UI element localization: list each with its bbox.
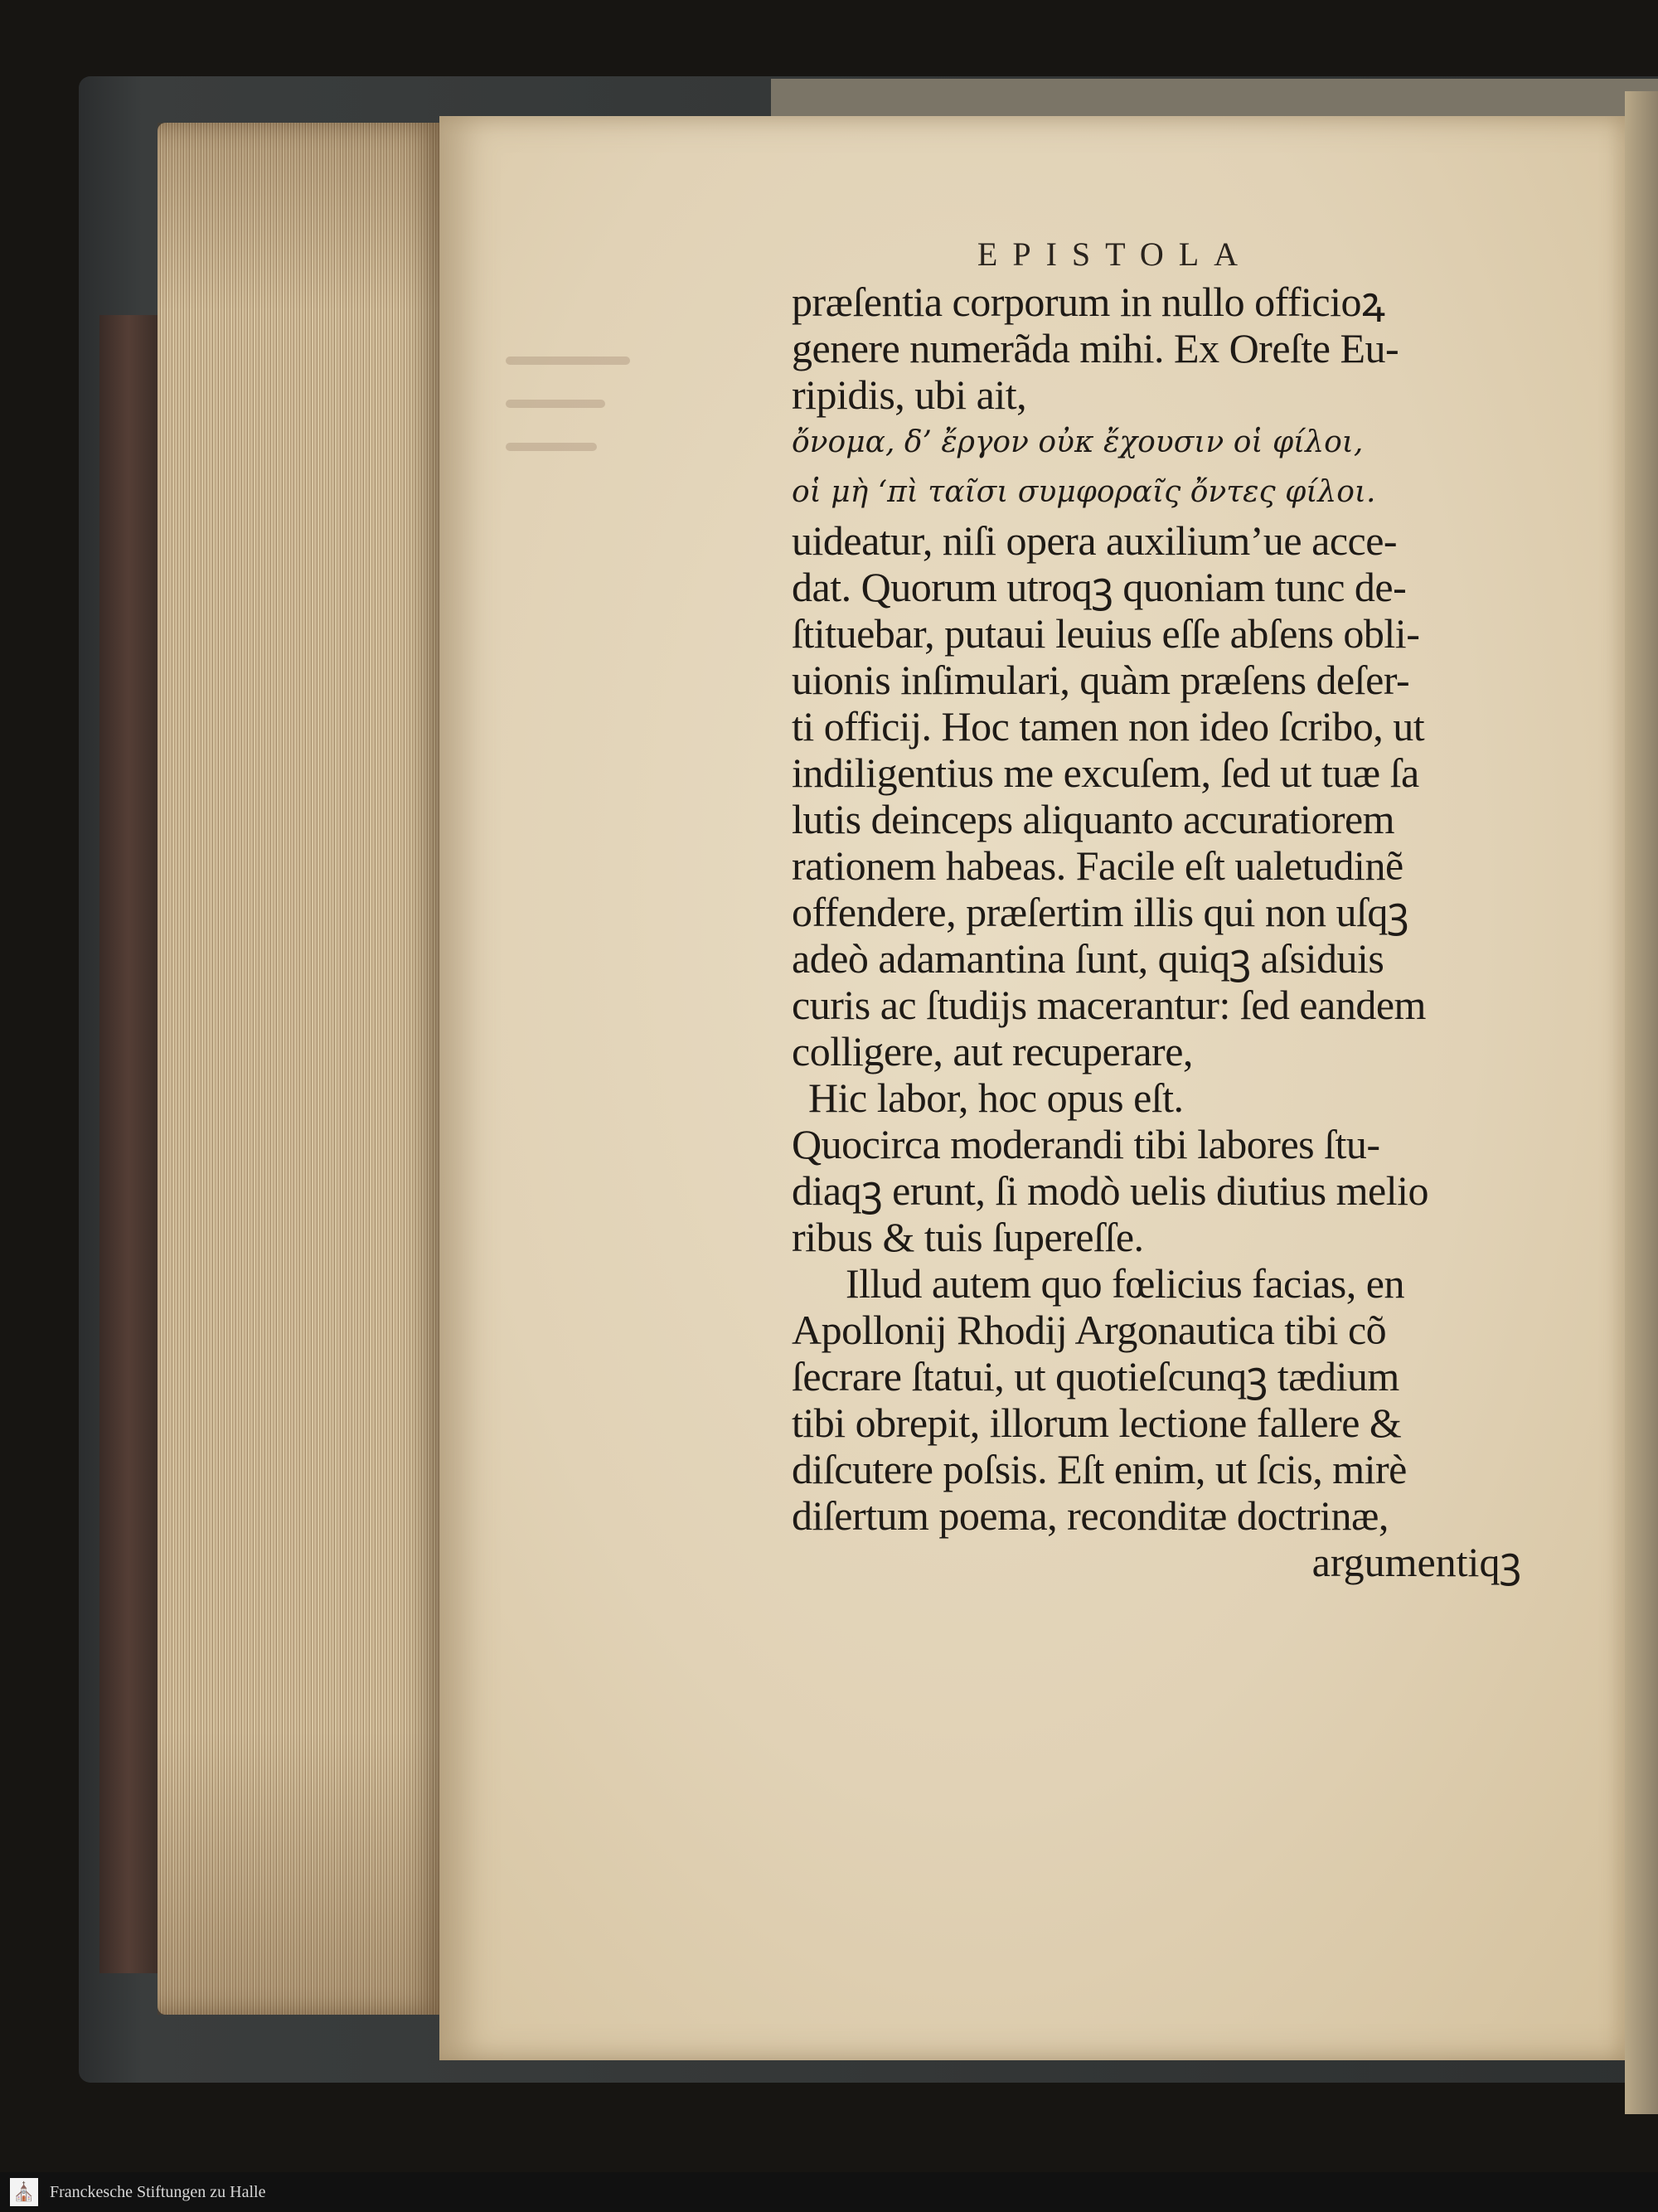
text-line: genere numerãda mihi. Ex Oreſte Eu- [792,325,1399,371]
text-line: præſentia corporum in nullo officioꝝ [792,279,1385,325]
catchword: argumentiqꝫ [1311,1539,1521,1585]
text-line: Apollonij Rhodij Argonautica tibi cõ [792,1307,1387,1353]
viewer-footer [0,2172,1658,2212]
text-line: ribus & tuis ſupereſſe. [792,1214,1144,1260]
text-line: uionis inſimulari, quàm præſens deſer- [792,657,1410,703]
institution-name[interactable]: Franckesche Stiftungen zu Halle [50,2182,266,2201]
paragraph-first-line: Illud autem quo fœlicius facias, en [846,1260,1404,1307]
text-line: tibi obrepit, illorum lectione fallere & [792,1399,1402,1446]
text-line: ti officij. Hoc tamen non ideo ſcribo, ut [792,703,1425,749]
text-line: rationem habeas. Facile eſt ualetudinẽ [792,842,1403,889]
greek-quote-line: ὄνομα, δ’ ἔργον οὐκ ἔχουσιν οἱ φίλοι, [792,425,1364,459]
text-line: colligere, aut recuperare, [792,1028,1193,1074]
binding-leather [99,315,158,1973]
verse-quote-line: Hic labor, hoc opus eſt. [808,1074,1184,1121]
text-line: uideatur, niſi opera auxilium’ue acce- [792,517,1398,564]
text-line: diaqꝫ erunt, ſi modò uelis diutius melio [792,1167,1428,1214]
text-line: curis ac ſtudijs macerantur: ſed eandem [792,982,1426,1028]
library-logo-icon[interactable]: ⛪ [10,2178,38,2206]
greek-quote-line: οἱ μὴ ‘πὶ ταῖσι συμφοραῖς ὄντες φίλοι. [792,475,1376,509]
text-line: dat. Quorum utroqꝫ quoniam tunc de- [792,564,1407,610]
text-line: Quocirca moderandi tibi labores ſtu- [792,1121,1380,1167]
text-line: indiligentius me excuſem, ſed ut tuæ ſa [792,749,1419,796]
text-line: ſecrare ſtatui, ut quotieſcunqꝫ tædium [792,1353,1399,1399]
running-head: EPISTOLA [977,235,1253,273]
bleed-through-text [506,357,638,522]
text-line: ſtituebar, putaui leuius eſſe abſens obli- [792,610,1420,657]
text-line: lutis deinceps aliquanto accuratiorem [792,796,1395,842]
text-line: ripidis, ubi ait, [792,371,1027,418]
page-block-edges [158,123,444,2015]
text-line: offendere, præſertim illis qui non uſqꝫ [792,889,1408,935]
text-line: diſcutere poſsis. Eſt enim, ut ſcis, mirè [792,1446,1407,1492]
text-line: diſertum poema, reconditæ doctrinæ, [792,1492,1389,1539]
text-line: adeò adamantina ſunt, quiqꝫ aſsiduis [792,935,1384,982]
page-text [792,230,1521,1585]
page-right-edge [1625,91,1658,2114]
